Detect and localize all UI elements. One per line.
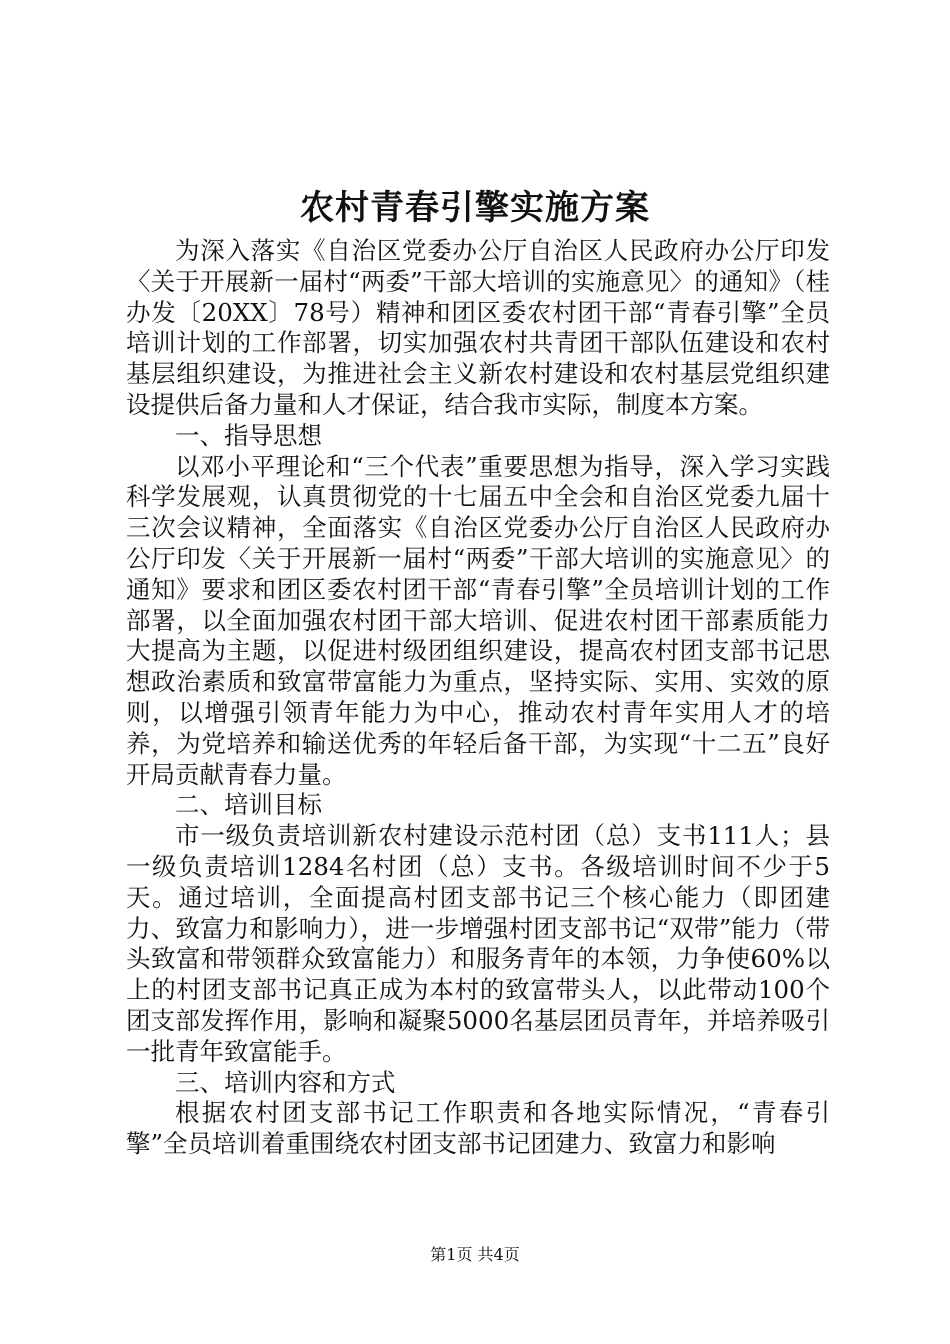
section-heading-guiding-thought: 一、指导思想 [175, 420, 322, 450]
document-body [126, 236, 830, 1160]
section-heading-training-goals: 二、培训目标 [175, 790, 322, 820]
section-heading-training-content: 三、培训内容和方式 [175, 1067, 396, 1097]
document-title: 农村青春引擎实施方案 [300, 188, 650, 228]
section-paragraph-training-content: 根据农村团支部书记工作职责和各地实际情况，“青春引擎”全员培训着重围绕农村团支部书记团建力、致富力和影响 [126, 1098, 830, 1159]
section-paragraph-training-goals: 市一级负责培训新农村建设示范村团（总）支书111人；县一级负责培训1284名村团（总）支书。各级培训时间不少于5天。通过培训，全面提高村团支部书记三个核心能力（即团建力、致富力和影响力），进一步增强村团支部书记“双带”能力（带头致富和带领群众致富能力）和服务青年的本领，力争使60%以上的村团支部书记真正成为本村的致富带头人，以此带动100个团支部发挥作用，影响和凝聚5000名基层团员青年，并培养吸引一批青年致富能手。 [126, 821, 830, 1066]
section-paragraph-guiding-thought: 以邓小平理论和“三个代表”重要思想为指导，深入学习实践科学发展观，认真贯彻党的十七届五中全会和自治区党委九届十三次会议精神，全面落实《自治区党委办公厅自治区人民政府办公厅印发〈关于开展新一届村“两委”干部大培训的实施意见〉的通知》要求和团区委农村团干部“青春引擎”全员培训计划的工作部署，以全面加强农村团干部大培训、促进农村团干部素质能力大提高为主题，以促进村级团组织建设，提高农村团支部书记思想政治素质和致富带富能力为重点，坚持实际、实用、实效的原则，以增强引领青年能力为中心，推动农村青年实用人才的培养，为党培养和输送优秀的年轻后备干部，为实现“十二五”良好开局贡献青春力量。 [126, 451, 830, 789]
page-number-footer: 第1页 共4页 [430, 1245, 520, 1264]
intro-paragraph: 为深入落实《自治区党委办公厅自治区人民政府办公厅印发〈关于开展新一届村“两委”干部大培训的实施意见〉的通知》（桂办发〔20XX〕78号）精神和团区委农村团干部“青春引擎”全员培训计划的工作部署，切实加强农村共青团干部队伍建设和农村基层组织建设，为推进社会主义新农村建设和农村基层党组织建设提供后备力量和人才保证，结合我市实际，制度本方案。 [126, 236, 830, 419]
